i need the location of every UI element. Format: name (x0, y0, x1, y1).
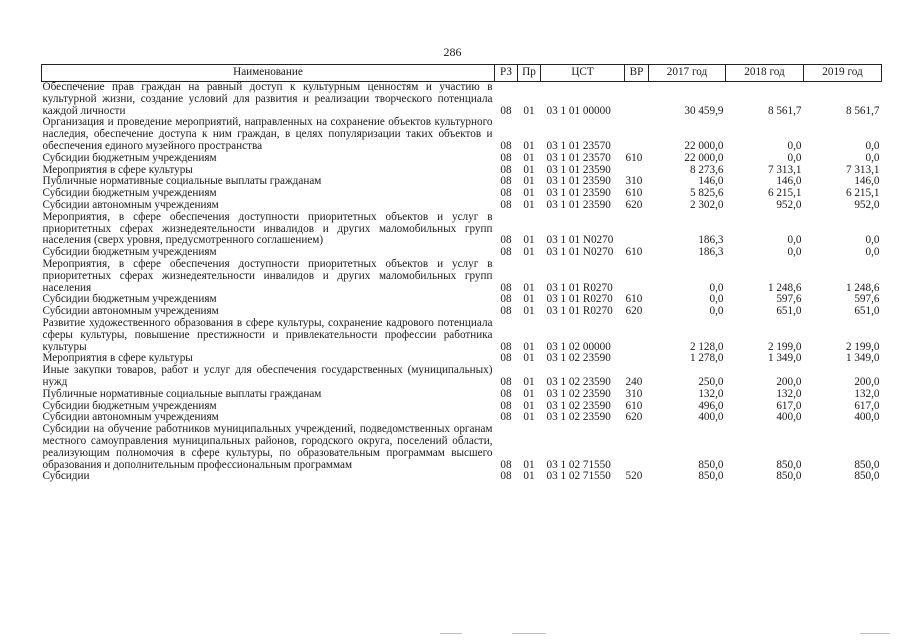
row-vr (625, 353, 649, 365)
row-cst: 03 1 02 23590 (546, 411, 611, 424)
row-2018: 2 199,0 (767, 340, 802, 353)
row-name: Субсидии на обучение работников муниципальных учреждений, подведомственных органам местного самоуправления муниципальных районов, городского округа, поселений области, реализующим полномочия в сфере культуры, по образовательным программам высшего образования и дополнительным профессиональным программам (42, 423, 493, 471)
row-name: Субсидии автономным учреждениям (42, 411, 219, 424)
row-cst: 03 1 01 N0270 (546, 234, 614, 247)
row-rz: 08 (500, 399, 512, 412)
row-2017: 186,3 (698, 246, 724, 259)
row-2018: 651,0 (776, 305, 802, 318)
row-2017: 1 278,0 (689, 352, 724, 365)
row-2017: 8 273,6 (689, 163, 724, 176)
row-2019: 617,0 (854, 399, 880, 412)
row-vr: 610 (625, 399, 643, 412)
row-rz: 08 (500, 387, 512, 400)
row-rz: 08 (500, 234, 512, 247)
row-2019: 952,0 (854, 198, 880, 211)
header-rz: РЗ (495, 65, 518, 82)
row-2019: 0,0 (865, 139, 880, 152)
row-2018: 7 313,1 (767, 163, 802, 176)
row-2017: 0,0 (709, 293, 724, 306)
row-vr: 310 (625, 175, 643, 188)
row-2017: 400,0 (698, 411, 724, 424)
page-number: 286 (443, 45, 462, 59)
row-2019: 1 248,6 (845, 281, 880, 294)
row-2019: 1 349,0 (845, 352, 880, 365)
row-cst: 03 1 02 23590 (546, 352, 611, 365)
row-pr: 01 (523, 293, 535, 306)
row-pr: 01 (523, 175, 535, 188)
row-rz: 08 (500, 281, 512, 294)
row-cst: 03 1 01 23590 (546, 198, 611, 211)
row-2018: 850,0 (776, 458, 802, 471)
row-vr: 620 (625, 305, 643, 318)
row-2017: 22 000,0 (684, 151, 724, 164)
header-2019: 2019 год (804, 65, 882, 82)
row-2017: 2 128,0 (689, 340, 724, 353)
row-name: Субсидии автономным учреждениям (42, 198, 219, 211)
row-cst: 03 1 01 23590 (546, 175, 611, 188)
row-cst: 03 1 01 23590 (546, 187, 611, 200)
row-name: Мероприятия в сфере культуры (42, 163, 193, 176)
row-2017: 146,0 (698, 175, 724, 188)
row-2018: 400,0 (776, 411, 802, 424)
row-cst: 03 1 02 23590 (546, 399, 611, 412)
row-2018: 597,6 (776, 293, 802, 306)
row-rz: 08 (500, 352, 512, 365)
row-cst: 03 1 02 23590 (546, 375, 611, 388)
row-2018: 200,0 (776, 375, 802, 388)
row-2017: 22 000,0 (684, 139, 724, 152)
row-rz: 08 (500, 187, 512, 200)
row-2018: 0,0 (787, 234, 802, 247)
row-name: Мероприятия в сфере культуры (42, 352, 193, 365)
row-2019: 146,0 (854, 175, 880, 188)
budget-table (41, 64, 882, 483)
row-pr: 01 (523, 198, 535, 211)
row-cst: 03 1 01 23570 (546, 139, 611, 152)
row-rz: 08 (500, 175, 512, 188)
header-name: Наименование (42, 65, 495, 82)
table-row (42, 212, 882, 247)
row-rz: 08 (500, 305, 512, 318)
row-2019: 400,0 (854, 411, 880, 424)
row-pr: 01 (523, 411, 535, 424)
row-pr: 01 (523, 187, 535, 200)
row-vr: 610 (625, 151, 643, 164)
row-vr: 240 (625, 375, 643, 388)
table-row (42, 389, 882, 401)
row-pr: 01 (523, 340, 535, 353)
row-2019: 850,0 (854, 470, 880, 483)
row-rz: 08 (500, 458, 512, 471)
row-cst: 03 1 02 71550 (546, 470, 611, 483)
table-row (42, 200, 882, 212)
row-pr: 01 (523, 163, 535, 176)
row-name: Субсидии бюджетным учреждениям (42, 246, 217, 259)
row-rz: 08 (500, 246, 512, 259)
row-2019: 200,0 (854, 375, 880, 388)
header-cst: ЦСТ (541, 65, 625, 82)
row-2019: 0,0 (865, 246, 880, 259)
row-pr: 01 (523, 399, 535, 412)
row-rz: 08 (500, 340, 512, 353)
row-vr: 520 (625, 470, 643, 483)
row-rz: 08 (500, 293, 512, 306)
row-2018: 0,0 (787, 139, 802, 152)
row-2019: 0,0 (865, 151, 880, 164)
row-2017: 2 302,0 (689, 198, 724, 211)
header-vr: ВР (625, 65, 649, 82)
row-name: Мероприятия, в сфере обеспечения доступности приоритетных объектов и услуг в приоритетных сферах жизнедеятельности инвалидов и других маломобильных групп населения (42, 257, 493, 294)
row-name: Развитие художественного образования в сфере культуры, сохранение кадрового потенциала сферы культуры, повышение престижности и привлекательности профессии работника культуры (42, 316, 493, 353)
row-name: Субсидии бюджетным учреждениям (42, 399, 217, 412)
row-rz: 08 (500, 139, 512, 152)
row-rz: 08 (500, 151, 512, 164)
row-2017: 0,0 (709, 281, 724, 294)
row-name: Организация и проведение мероприятий, направленных на сохранение объектов культурного наследия, обеспечение доступа к ним граждан, в целях популяризации таких объектов и обеспечения единого музейного пространства (42, 116, 493, 152)
row-pr: 01 (523, 139, 535, 152)
row-cst: 03 1 02 23590 (546, 387, 611, 400)
row-2017: 30 459,9 (684, 104, 724, 117)
table-row (42, 471, 882, 483)
row-name: Субсидии бюджетным учреждениям (42, 187, 217, 200)
row-cst: 03 1 01 23590 (546, 163, 611, 176)
row-2018: 0,0 (787, 246, 802, 259)
table-row (42, 259, 882, 294)
row-name: Мероприятия, в сфере обеспечения доступности приоритетных объектов и услуг в приоритетных сферах жизнедеятельности инвалидов и других маломобильных групп населения (сверх уровня, предусмотренного соглашением) (42, 210, 493, 247)
table-row (42, 424, 882, 471)
table-body (42, 82, 882, 484)
row-vr (625, 318, 649, 353)
row-pr: 01 (523, 352, 535, 365)
row-pr: 01 (523, 234, 535, 247)
row-rz: 08 (500, 375, 512, 388)
row-2019: 651,0 (854, 305, 880, 318)
row-name: Субсидии (42, 470, 90, 483)
table-header-row (42, 65, 882, 82)
scan-speck (512, 633, 546, 634)
header-pr: Пр (518, 65, 541, 82)
row-2018: 850,0 (776, 470, 802, 483)
table-row (42, 153, 882, 165)
row-2018: 1 248,6 (767, 281, 802, 294)
row-2019: 597,6 (854, 293, 880, 306)
row-name: Обеспечение прав граждан на равный доступ к культурным ценностям и участию в культурной жизни, создание условий для развития и реализации творческого потенциала каждой личности (42, 81, 493, 117)
row-2017: 850,0 (698, 470, 724, 483)
row-2019: 850,0 (854, 458, 880, 471)
row-pr: 01 (523, 387, 535, 400)
row-pr: 01 (523, 470, 535, 483)
row-cst: 03 1 01 R0270 (546, 293, 613, 306)
row-rz: 08 (500, 411, 512, 424)
row-2018: 6 215,1 (767, 187, 802, 200)
scan-speck (440, 633, 462, 634)
row-vr: 610 (625, 293, 643, 306)
table-row (42, 365, 882, 389)
row-2017: 132,0 (698, 387, 724, 400)
row-rz: 08 (500, 104, 512, 117)
row-pr: 01 (523, 281, 535, 294)
row-pr: 01 (523, 104, 535, 117)
row-2018: 617,0 (776, 399, 802, 412)
row-rz: 08 (500, 163, 512, 176)
row-2019: 7 313,1 (845, 163, 880, 176)
row-2018: 1 349,0 (767, 352, 802, 365)
row-2018: 952,0 (776, 198, 802, 211)
row-pr: 01 (523, 305, 535, 318)
row-vr: 620 (625, 411, 643, 424)
row-cst: 03 1 01 23570 (546, 151, 611, 164)
row-2017: 5 825,6 (689, 187, 724, 200)
row-2018: 8 561,7 (767, 104, 802, 117)
row-2017: 0,0 (709, 305, 724, 318)
row-name: Субсидии автономным учреждениям (42, 305, 219, 318)
scan-speck (860, 633, 890, 634)
row-cst: 03 1 02 71550 (546, 458, 611, 471)
row-cst: 03 1 02 00000 (546, 340, 611, 353)
row-2019: 8 561,7 (845, 104, 880, 117)
row-pr: 01 (523, 458, 535, 471)
table-row (42, 318, 882, 353)
row-vr (625, 82, 649, 118)
row-2017: 250,0 (698, 375, 724, 388)
row-2019: 132,0 (854, 387, 880, 400)
table-row (42, 117, 882, 152)
row-pr: 01 (523, 375, 535, 388)
row-name: Публичные нормативные социальные выплаты гражданам (42, 175, 322, 188)
row-cst: 03 1 01 00000 (546, 104, 611, 117)
header-2018: 2018 год (726, 65, 804, 82)
row-vr (625, 212, 649, 247)
row-2017: 850,0 (698, 458, 724, 471)
row-vr: 610 (625, 187, 643, 200)
row-vr (625, 117, 649, 152)
row-name: Субсидии бюджетным учреждениям (42, 293, 217, 306)
row-cst: 03 1 01 R0270 (546, 305, 613, 318)
row-vr: 620 (625, 198, 643, 211)
row-2017: 496,0 (698, 399, 724, 412)
row-name: Иные закупки товаров, работ и услуг для обеспечения государственных (муниципальных) нужд (42, 364, 493, 388)
row-pr: 01 (523, 246, 535, 259)
row-rz: 08 (500, 470, 512, 483)
row-2018: 0,0 (787, 151, 802, 164)
row-cst: 03 1 01 N0270 (546, 246, 614, 259)
row-rz: 08 (500, 198, 512, 211)
row-vr: 610 (625, 246, 643, 259)
row-vr: 310 (625, 387, 643, 400)
row-2019: 0,0 (865, 234, 880, 247)
row-2018: 146,0 (776, 175, 802, 188)
row-2018: 132,0 (776, 387, 802, 400)
row-2019: 6 215,1 (845, 187, 880, 200)
row-2019: 2 199,0 (845, 340, 880, 353)
row-cst: 03 1 01 R0270 (546, 281, 613, 294)
row-2017: 186,3 (698, 234, 724, 247)
row-vr (625, 259, 649, 294)
row-vr (625, 424, 649, 471)
row-name: Публичные нормативные социальные выплаты гражданам (42, 387, 322, 400)
row-name: Субсидии бюджетным учреждениям (42, 151, 217, 164)
header-2017: 2017 год (649, 65, 726, 82)
row-pr: 01 (523, 151, 535, 164)
table-row (42, 82, 882, 118)
